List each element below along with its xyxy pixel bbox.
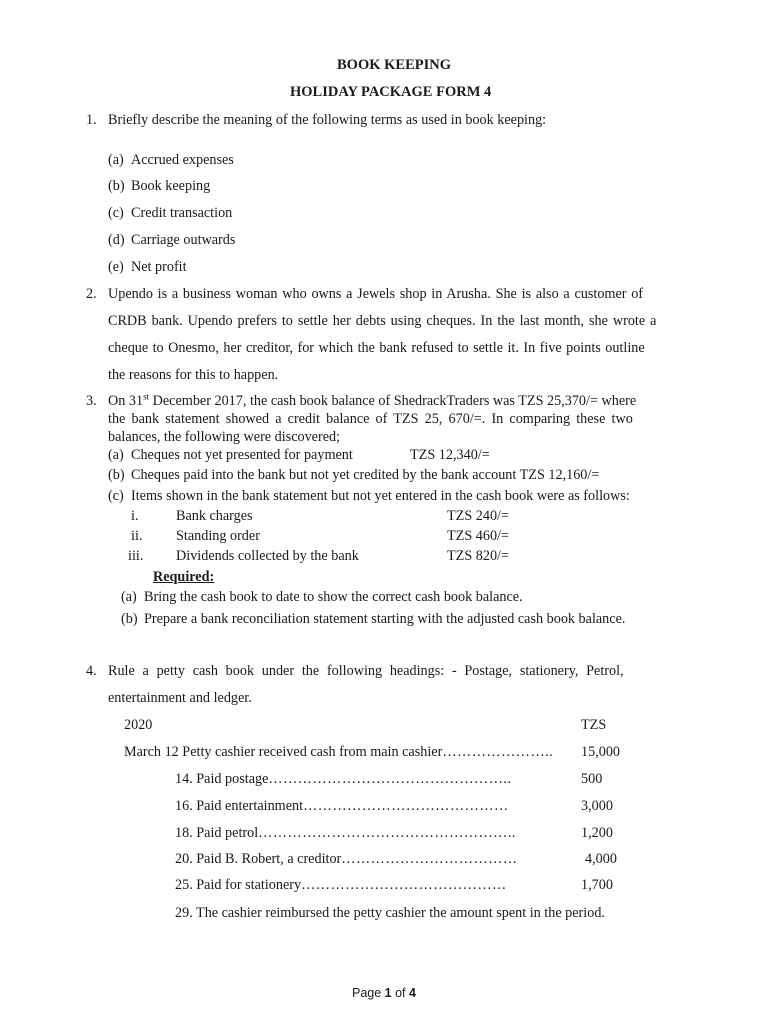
list-item-label: (b) [108, 178, 125, 194]
list-item: Cheques paid into the bank but not yet credited by the bank account TZS 12,160/= [131, 467, 600, 483]
question-line: cheque to Onesmo, her creditor, for which the bank refused to settle it. In five points outline [108, 340, 645, 356]
page-total: 4 [409, 986, 416, 1000]
list-item-label: (d) [108, 232, 125, 248]
sub-item-amount: TZS 460/= [447, 528, 509, 544]
list-item-label: (b) [108, 467, 125, 483]
row-dots: …………………………………………….. [258, 825, 516, 841]
list-item: Carriage outwards [131, 232, 236, 248]
table-row [175, 771, 511, 787]
row-amount: 500 [581, 771, 603, 787]
row-amount: 1,700 [581, 877, 613, 893]
list-item-label: (a) [121, 589, 137, 605]
table-row [175, 798, 509, 814]
required-heading: Required: [153, 569, 215, 585]
list-item: Accrued expenses [131, 152, 234, 168]
list-item-label: (a) [108, 447, 124, 463]
sub-item-text: Bank charges [176, 508, 253, 524]
footer-prefix: Page [352, 986, 385, 1000]
row-dots: …………………………………… [303, 798, 509, 814]
list-item-label: (c) [108, 205, 124, 221]
row-text: 18. Paid petrol [175, 825, 259, 841]
list-item: Bring the cash book to date to show the correct cash book balance. [144, 589, 523, 605]
amount: TZS 12,340/= [410, 447, 490, 463]
list-item: Net profit [131, 259, 187, 275]
sub-item-number: iii. [128, 548, 144, 564]
table-header-currency: TZS [581, 717, 607, 733]
list-item-label: (a) [108, 152, 124, 168]
page-number: 1 [384, 986, 392, 1000]
document-title: BOOK KEEPING [337, 57, 452, 73]
line-text: Upendo is a business woman who owns a Jewels shop in Arusha. She is also a customer of [108, 286, 644, 302]
list-item: Prepare a bank reconciliation statement starting with the adjusted cash book balance. [144, 611, 626, 627]
question-number: 4. [86, 663, 97, 679]
list-item-label: (e) [108, 259, 124, 275]
table-row [175, 877, 507, 893]
question-line: balances, the following were discovered; [108, 429, 341, 445]
list-item: Cheques not yet presented for payment [131, 447, 353, 463]
row-amount: 15,000 [581, 744, 621, 760]
sub-item-amount: TZS 820/= [447, 548, 509, 564]
document-subtitle: HOLIDAY PACKAGE FORM 4 [290, 84, 492, 100]
sub-item-number: i. [131, 508, 139, 524]
question-line: Rule a petty cash book under the following headings: - Postage, stationery, Petrol, [108, 663, 624, 679]
row-dots: ………………………………………….. [268, 771, 512, 787]
row-text: March 12 Petty cashier received cash from main cashier [124, 744, 443, 760]
row-amount: 4,000 [585, 851, 617, 867]
list-item: Credit transaction [131, 205, 233, 221]
question-line: CRDB bank. Upendo prefers to settle her debts using cheques. In the last month, she wrote a [108, 313, 657, 329]
row-text: 25. Paid for stationery [175, 877, 302, 893]
question-line [108, 393, 636, 409]
question-line: the bank statement showed a credit balance of TZS 25, 670/=. In comparing these two [108, 411, 633, 427]
page-footer [352, 985, 416, 1001]
sub-item-number: ii. [131, 528, 143, 544]
table-row [124, 744, 553, 760]
table-row [175, 851, 518, 867]
row-text: 16. Paid entertainment [175, 798, 304, 814]
list-item-label: (c) [108, 488, 124, 504]
footer-middle: of [391, 986, 409, 1000]
row-dots: ……………………………… [341, 851, 518, 867]
table-row [175, 825, 516, 841]
line-text: December 2017, the cash book balance of ShedrackTraders was TZS 25,370/= where [149, 393, 637, 409]
list-item: Items shown in the bank statement but not yet entered in the cash book were as follows: [131, 488, 630, 504]
row-dots: ………………….. [442, 744, 554, 760]
sub-item-text: Standing order [176, 528, 260, 544]
question-line: the reasons for this to happen. [108, 367, 279, 383]
row-text: 14. Paid postage [175, 771, 269, 787]
sub-item-text: Dividends collected by the bank [176, 548, 359, 564]
question-number: 1. [86, 112, 97, 128]
question-text: Briefly describe the meaning of the following terms as used in book keeping: [108, 112, 547, 128]
line-text: On 31 [108, 393, 144, 409]
row-amount: 3,000 [581, 798, 613, 814]
row-dots: …………………………………… [301, 877, 507, 893]
row-text: 20. Paid B. Robert, a creditor [175, 851, 342, 867]
superscript: st [143, 391, 150, 402]
table-row-last: 29. The cashier reimbursed the petty cashier the amount spent in the period. [175, 905, 605, 921]
question-number: 2. [86, 286, 97, 302]
sub-item-amount: TZS 240/= [447, 508, 509, 524]
question-line: entertainment and ledger. [108, 690, 252, 706]
list-item-label: (b) [121, 611, 138, 627]
row-amount: 1,200 [581, 825, 613, 841]
table-header-year: 2020 [124, 717, 153, 733]
question-number: 3. [86, 393, 97, 409]
list-item: Book keeping [131, 178, 211, 194]
question-line [108, 286, 682, 302]
